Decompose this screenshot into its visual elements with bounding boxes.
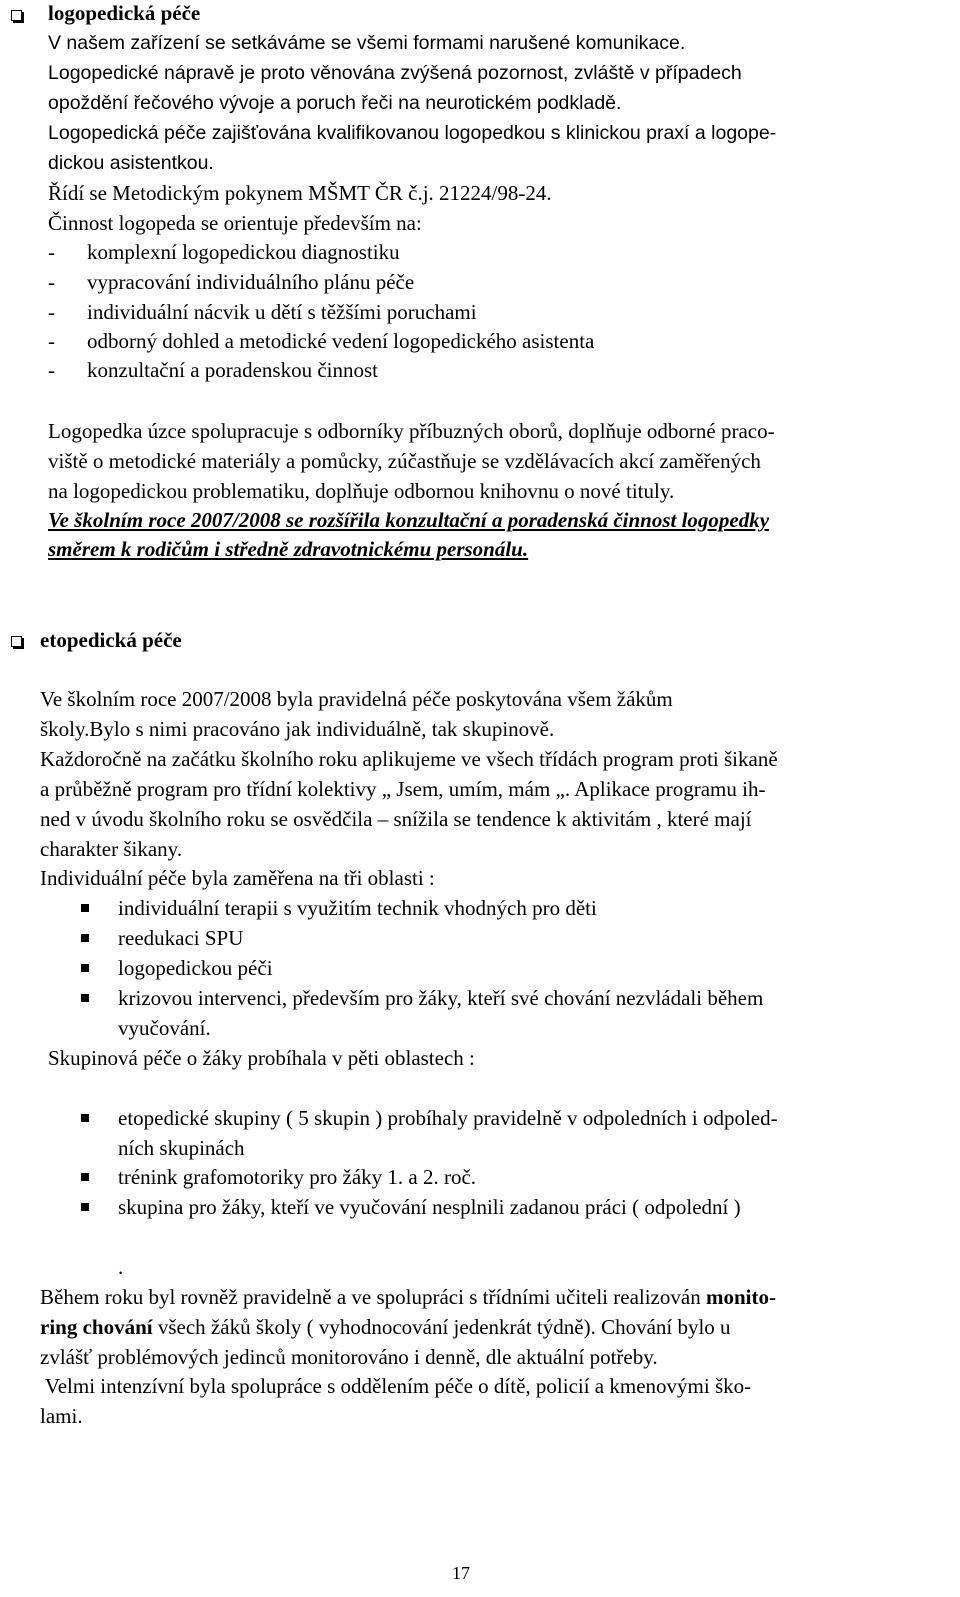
- list-item: etopedické skupiny ( 5 skupin ) probíhaly pravidelně v odpoledních i odpoled-: [118, 1106, 778, 1130]
- dash-bullet: -: [48, 329, 55, 353]
- paragraph-line: Logopedické nápravě je proto věnována zvýšená pozornost, zvláště v případech: [48, 62, 742, 84]
- list-item-continuation: ních skupinách: [118, 1136, 245, 1160]
- paragraph-line: na logopedickou problematiku, doplňuje odbornou knihovnu o nové tituly.: [48, 479, 675, 503]
- list-item: reedukaci SPU: [118, 926, 244, 950]
- activity-intro: Činnost logopeda se orientuje především na:: [48, 211, 422, 235]
- paragraph-line: zvlášť problémových jedinců monitorováno i denně, dle aktuální potřeby.: [40, 1345, 658, 1369]
- square-bullet-icon: [81, 994, 89, 1002]
- paragraph-line: dickou asistentkou.: [48, 152, 214, 174]
- square-bullet-icon: [81, 964, 89, 972]
- emphasis-line: směrem k rodičům i středně zdravotnickému personálu.: [48, 537, 529, 561]
- checkbox-bullet-icon: [11, 636, 22, 647]
- list-item: skupina pro žáky, kteří ve vyučování nesplnili zadanou práci ( odpolední ): [118, 1195, 741, 1219]
- list-item: odborný dohled a metodické vedení logopedického asistenta: [87, 329, 595, 353]
- paragraph-line: Logopedka úzce spolupracuje s odborníky příbuzných oborů, doplňuje odborné praco-: [48, 419, 775, 443]
- monitoring-text: Během roku byl rovněž pravidelně a ve spolupráci s třídními učiteli realizován: [40, 1285, 706, 1309]
- paragraph-line: charakter šikany.: [40, 837, 183, 861]
- dash-bullet: -: [48, 358, 55, 382]
- list-item: trénink grafomotoriky pro žáky 1. a 2. roč.: [118, 1165, 477, 1189]
- paragraph-line: V našem zařízení se setkáváme se všemi formami narušené komunikace.: [48, 32, 686, 54]
- paragraph-line: Individuální péče byla zaměřena na tři oblasti :: [40, 866, 435, 890]
- list-item: krizovou intervenci, především pro žáky, kteří své chování nezvládali během: [118, 986, 764, 1010]
- list-item: individuální terapii s využitím technik vhodných pro děti: [118, 896, 597, 920]
- list-item-continuation: vyučování.: [118, 1016, 211, 1040]
- paragraph-line: [40, 1284, 776, 1310]
- list-item: logopedickou péči: [118, 956, 273, 980]
- dash-bullet: -: [48, 240, 55, 264]
- paragraph-line: školy.Bylo s nimi pracováno jak individuálně, tak skupinově.: [40, 717, 555, 741]
- checkbox-bullet-icon: [11, 10, 22, 21]
- section-heading-logopedie: logopedická péče: [48, 1, 201, 25]
- emphasis-line: Ve školním roce 2007/2008 se rozšířila konzultační a poradenská činnost logopedky: [48, 508, 770, 532]
- monitoring-bold: ring chování: [40, 1315, 153, 1339]
- paragraph-line: lami.: [40, 1404, 83, 1428]
- list-item: konzultační a poradenskou činnost: [87, 358, 379, 382]
- list-item: individuální nácvik u dětí s těžšími poruchami: [87, 300, 477, 324]
- paragraph-line: Ve školním roce 2007/2008 byla pravidelná péče poskytována všem žákům: [40, 687, 673, 711]
- monitoring-text: všech žáků školy ( vyhodnocování jedenkrát týdně). Chování bylo u: [152, 1315, 731, 1339]
- list-item: komplexní logopedickou diagnostiku: [87, 240, 400, 264]
- square-bullet-icon: [81, 904, 89, 912]
- paragraph-line: Každoročně na začátku školního roku aplikujeme ve všech třídách program proti šikaně: [40, 747, 778, 771]
- paragraph-line: Logopedická péče zajišťována kvalifikovanou logopedkou s klinickou praxí a logope-: [48, 122, 777, 144]
- paragraph-line: a průběžně program pro třídní kolektivy „ Jsem, umím, mám „. Aplikace programu ih-: [40, 777, 766, 801]
- dash-bullet: -: [48, 300, 55, 324]
- square-bullet-icon: [81, 934, 89, 942]
- section-heading-etopedie: etopedická péče: [40, 628, 182, 652]
- directive-reference: Řídí se Metodickým pokynem MŠMT ČR č.j. 21224/98-24.: [48, 181, 552, 205]
- group-care-intro: Skupinová péče o žáky probíhala v pěti oblastech :: [48, 1046, 475, 1070]
- square-bullet-icon: [81, 1173, 89, 1181]
- paragraph-line: Velmi intenzívní byla spolupráce s oddělením péče o dítě, policií a kmenovými ško-: [40, 1374, 752, 1398]
- square-bullet-icon: [81, 1203, 89, 1211]
- stray-dot: .: [118, 1255, 124, 1279]
- list-item: vypracování individuálního plánu péče: [87, 270, 415, 294]
- square-bullet-icon: [81, 1114, 89, 1122]
- page-number: 17: [452, 1563, 470, 1583]
- dash-bullet: -: [48, 270, 55, 294]
- paragraph-line: [40, 1314, 731, 1340]
- paragraph-line: opoždění řečového vývoje a poruch řeči na neurotickém podkladě.: [48, 92, 622, 114]
- paragraph-line: viště o metodické materiály a pomůcky, zúčastňuje se vzdělávacích akcí zaměřených: [48, 449, 761, 473]
- paragraph-line: ned v úvodu školního roku se osvědčila – snížila se tendence k aktivitám , které mají: [40, 807, 752, 831]
- monitoring-bold: monito-: [705, 1285, 776, 1309]
